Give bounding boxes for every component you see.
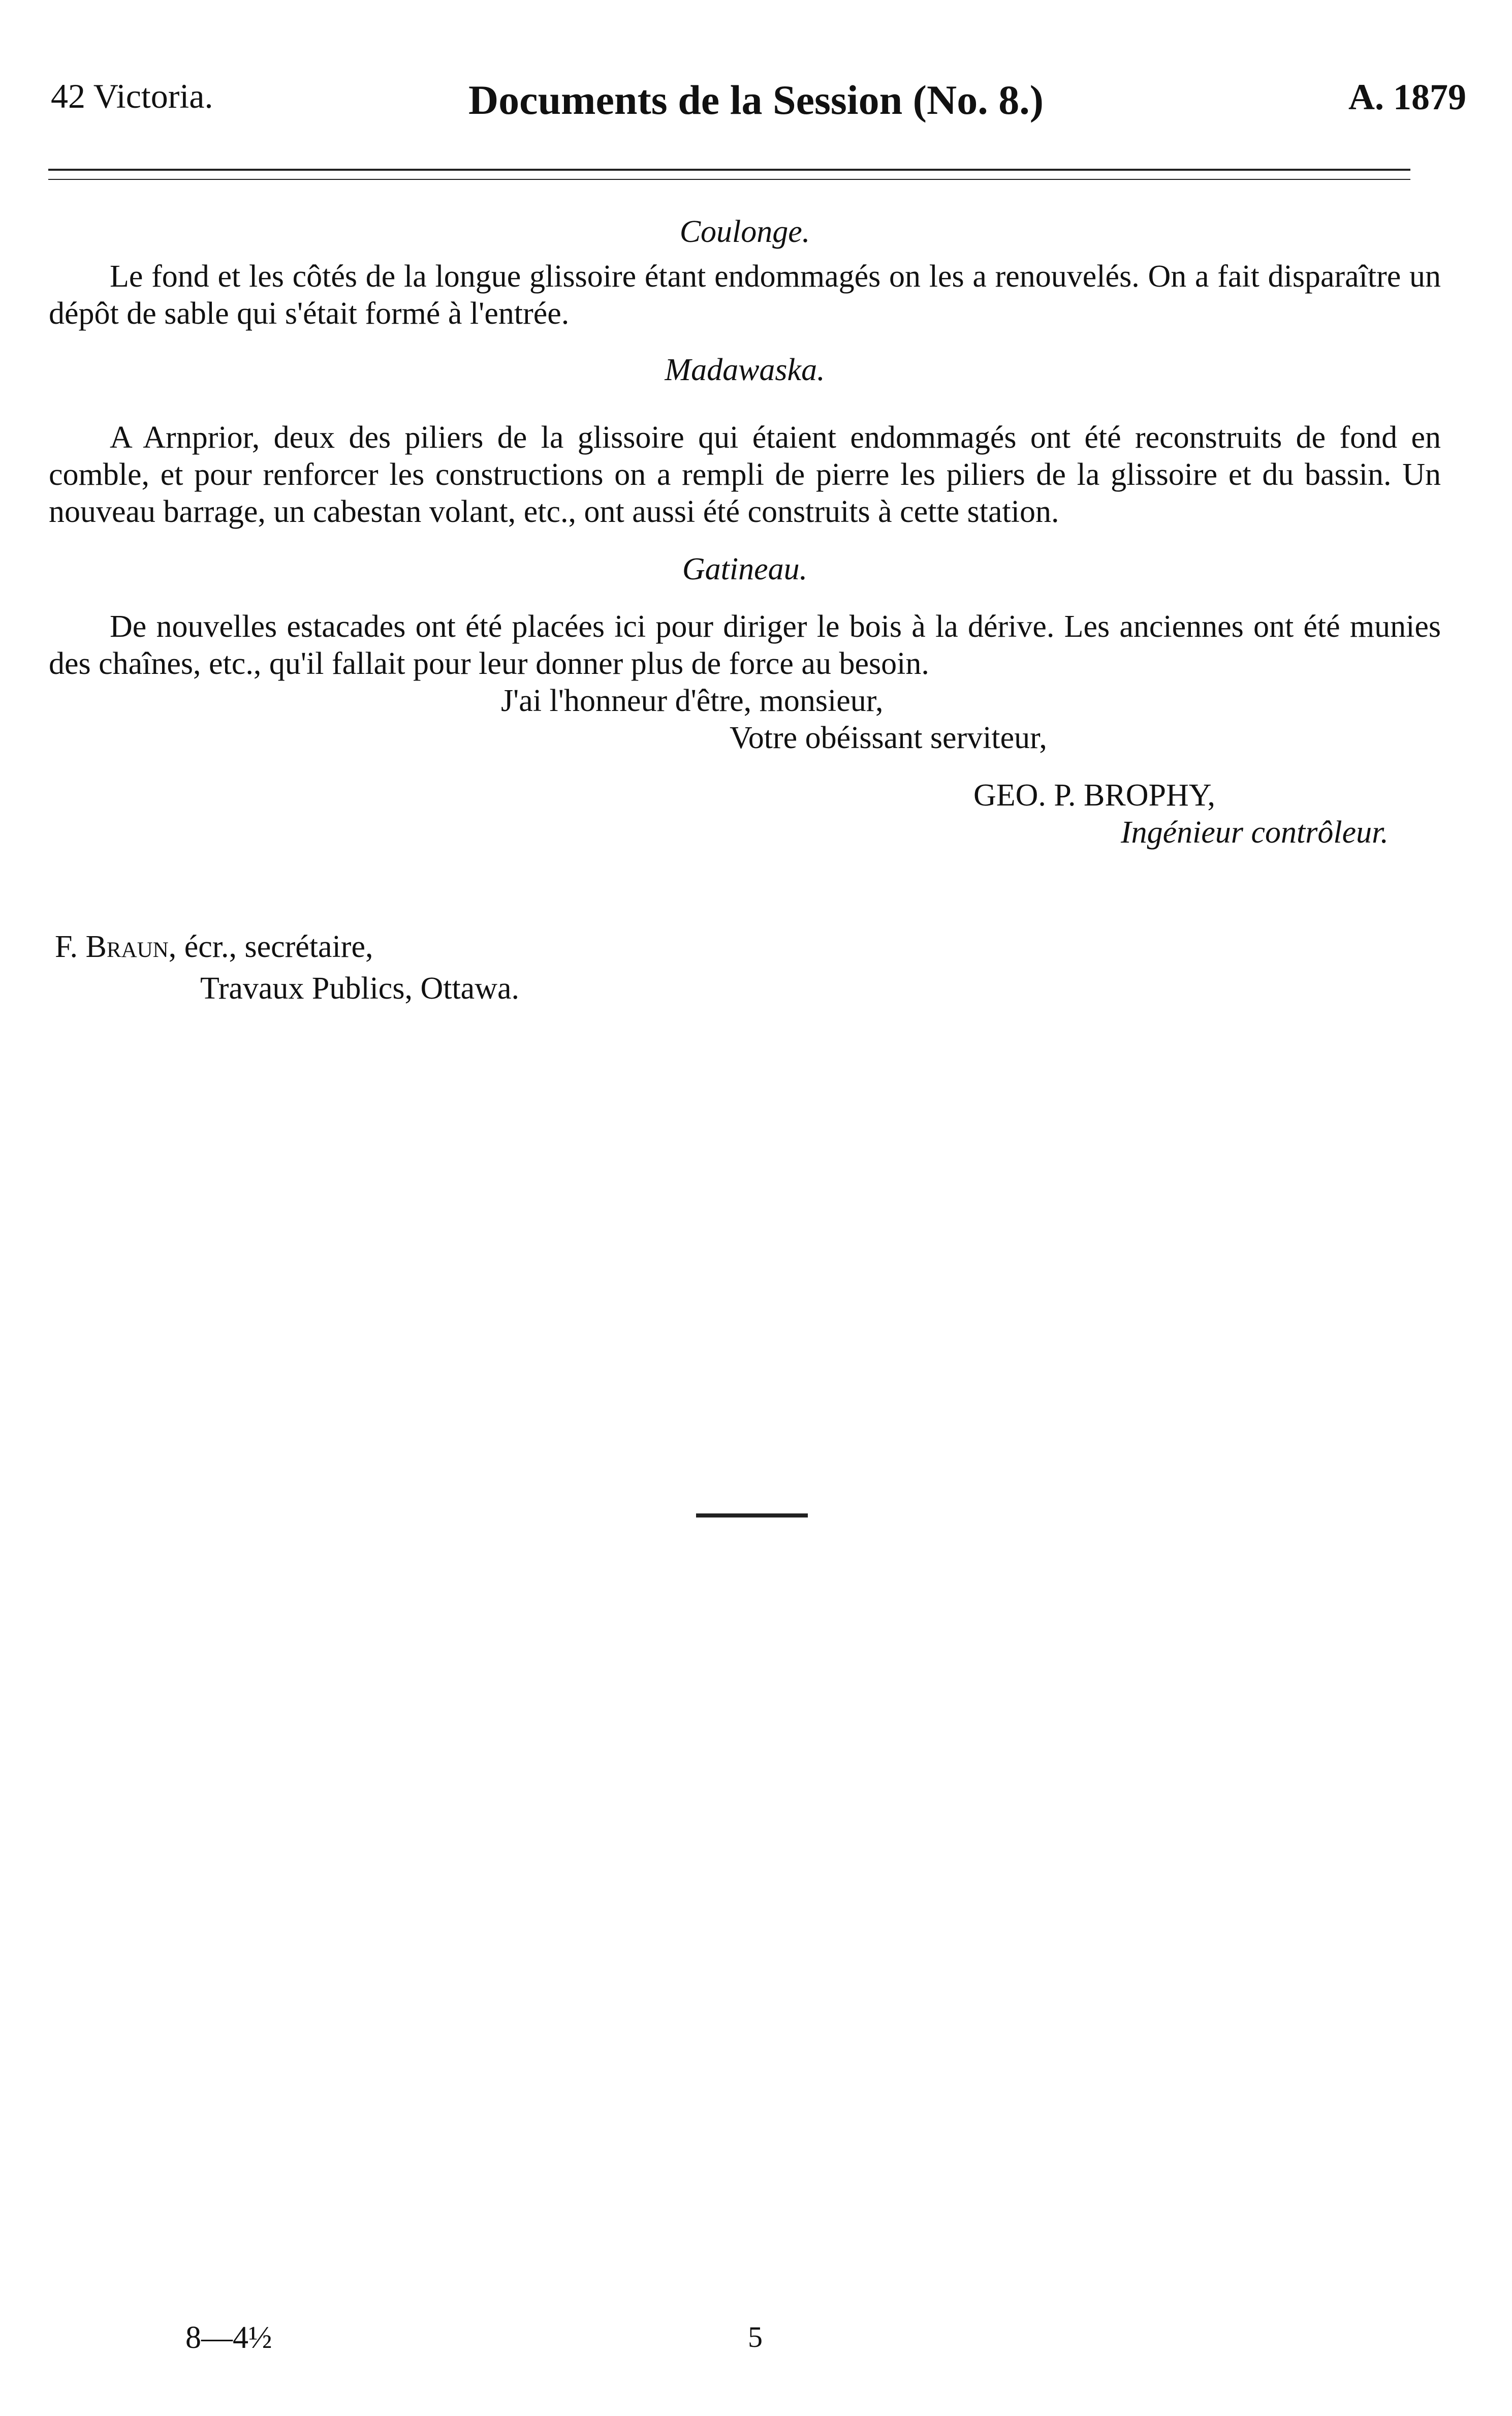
- addressee-block: [55, 926, 519, 1009]
- section-heading-coulonge: Coulonge.: [679, 214, 810, 249]
- signatory-name: GEO. P. BROPHY,: [973, 778, 1216, 813]
- section-text-gatineau: De nouvelles estacades ont été placées ici pour diriger le bois à la dérive. Les anciennes ont été munies des chaînes, etc., qu'il fallait pour leur donner plus de force au besoin.: [49, 609, 1441, 681]
- header-year: A. 1879: [1348, 77, 1466, 117]
- signatory-title: Ingénieur contrôleur.: [1121, 815, 1389, 850]
- section-heading-madawaska: Madawaska.: [665, 353, 825, 387]
- header-title: Documents de la Session (No. 8.): [468, 77, 1044, 123]
- section-text-madawaska: A Arnprior, deux des piliers de la glissoire qui étaient endommagés ont été reconstruits de fond en comble, et pour renforcer les constructions on a rempli de pierre les piliers de la glissoire et du bassin. Un nouveau barrage, un cabestan volant, etc., ont aussi été construits à cette station.: [49, 420, 1441, 529]
- page-number: 5: [748, 2320, 763, 2353]
- running-header: [46, 76, 1466, 132]
- addressee-prefix: F.: [55, 930, 86, 964]
- header-volume: 42 Victoria.: [51, 77, 213, 115]
- letter-body: [49, 213, 1441, 851]
- header-rule-thick: [48, 169, 1410, 171]
- addressee-role: , écr., secrétaire,: [168, 930, 373, 964]
- section-heading-gatineau: Gatineau.: [682, 552, 808, 586]
- addressee-line-2: Travaux Publics, Ottawa.: [200, 971, 519, 1006]
- addressee-name: Braun: [85, 930, 169, 964]
- header-rule-thin: [48, 179, 1410, 180]
- closing-salutation: J'ai l'honneur d'être, monsieur,: [501, 684, 884, 718]
- section-text-coulonge: Le fond et les côtés de la longue glissoire étant endommagés on les a renouvelés. On a fait disparaître un dépôt de sable qui s'était formé à l'entrée.: [49, 259, 1441, 331]
- addressee-line-1: [55, 926, 519, 968]
- end-divider: [696, 1513, 808, 1517]
- closing-servant: Votre obéissant serviteur,: [730, 721, 1047, 755]
- signature-mark: 8—4½: [185, 2320, 272, 2355]
